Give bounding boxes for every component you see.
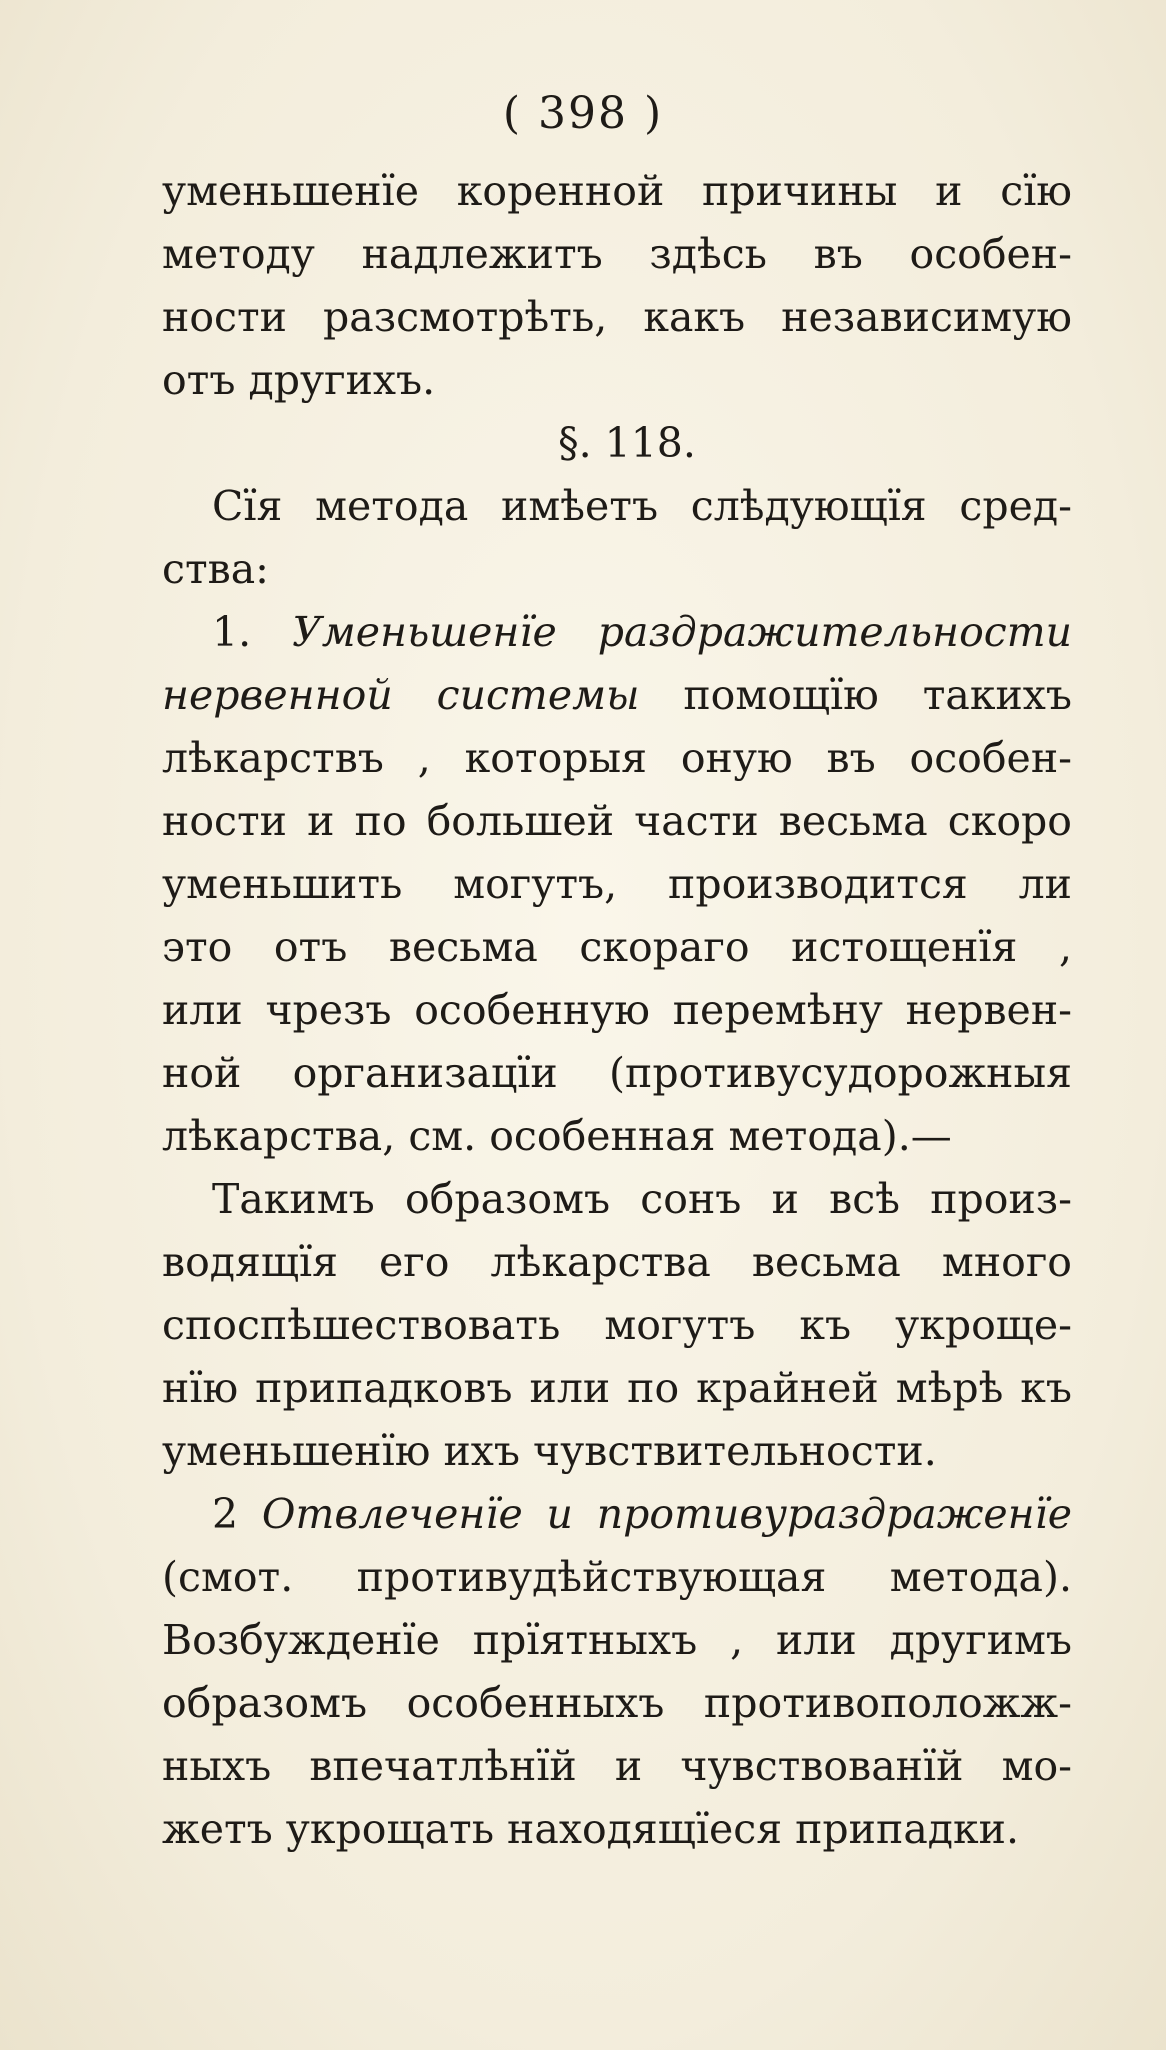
- item-1-title-cont: нервенной системы: [162, 671, 640, 719]
- text-line: уменьшенїе коренной причины и сїю: [162, 167, 1072, 215]
- text-line: водящїя его лѣкарства весьма много: [162, 1238, 1072, 1286]
- text-line: (смот. противудѣйствующая метода).: [162, 1553, 1072, 1601]
- text-line: уменьшить могутъ, производится ли: [162, 860, 1072, 908]
- item-2-title: Отвлеченїе и противураздраженїе: [261, 1490, 1073, 1538]
- text-line: ныхъ впечатлѣнїй и чувствованїй мо-: [162, 1742, 1072, 1790]
- section-heading: §. 118.: [558, 419, 696, 467]
- item-1-line-2-rest: помощїю такихъ: [639, 671, 1072, 719]
- item-1-line-2: [162, 664, 1072, 727]
- item-2-heading-line: [162, 1483, 1072, 1546]
- item-1-title: Уменьшенїе раздражительности: [292, 608, 1072, 656]
- text-line: методу надлежитъ здѣсь въ особен-: [162, 230, 1072, 278]
- text-line: или чрезъ особенную перемѣну нервен-: [162, 986, 1072, 1034]
- text-line: споспѣшествовать могутъ къ укроще-: [162, 1301, 1072, 1349]
- text-line: образомъ особенныхъ противоположж-: [162, 1679, 1072, 1727]
- item-2-number: 2: [212, 1490, 262, 1538]
- item-1-heading-line: [162, 601, 1072, 664]
- text-line: уменьшенїю ихъ чувствительности.: [162, 1427, 937, 1475]
- text-line: жетъ укрощать находящїеся припадки.: [162, 1805, 1019, 1853]
- text-line: Сїя метода имѣетъ слѣдующїя сред-: [212, 482, 1072, 530]
- text-line: отъ другихъ.: [162, 356, 436, 404]
- text-line: ности разсмотрѣть, какъ независимую: [162, 293, 1072, 341]
- page-number: ( 398 ): [502, 88, 664, 139]
- text-line: ной организацїи (противусудорожныя: [162, 1049, 1072, 1097]
- text-line: лѣкарствъ , которыя оную въ особен-: [162, 734, 1072, 782]
- item-1-number: 1.: [212, 608, 293, 656]
- text-line: ства:: [162, 545, 269, 593]
- text-line: нїю припадковъ или по крайней мѣрѣ къ: [162, 1364, 1072, 1412]
- page-text: [162, 160, 1072, 1861]
- text-line: Такимъ образомъ сонъ и всѣ произ-: [212, 1175, 1072, 1223]
- text-line: ности и по большей части весьма скоро: [162, 797, 1072, 845]
- text-line: Возбужденїе прїятныхъ , или другимъ: [162, 1616, 1072, 1664]
- text-line: это отъ весьма скораго истощенїя ,: [162, 923, 1072, 971]
- text-line: лѣкарства, см. особенная метода).—: [162, 1112, 952, 1160]
